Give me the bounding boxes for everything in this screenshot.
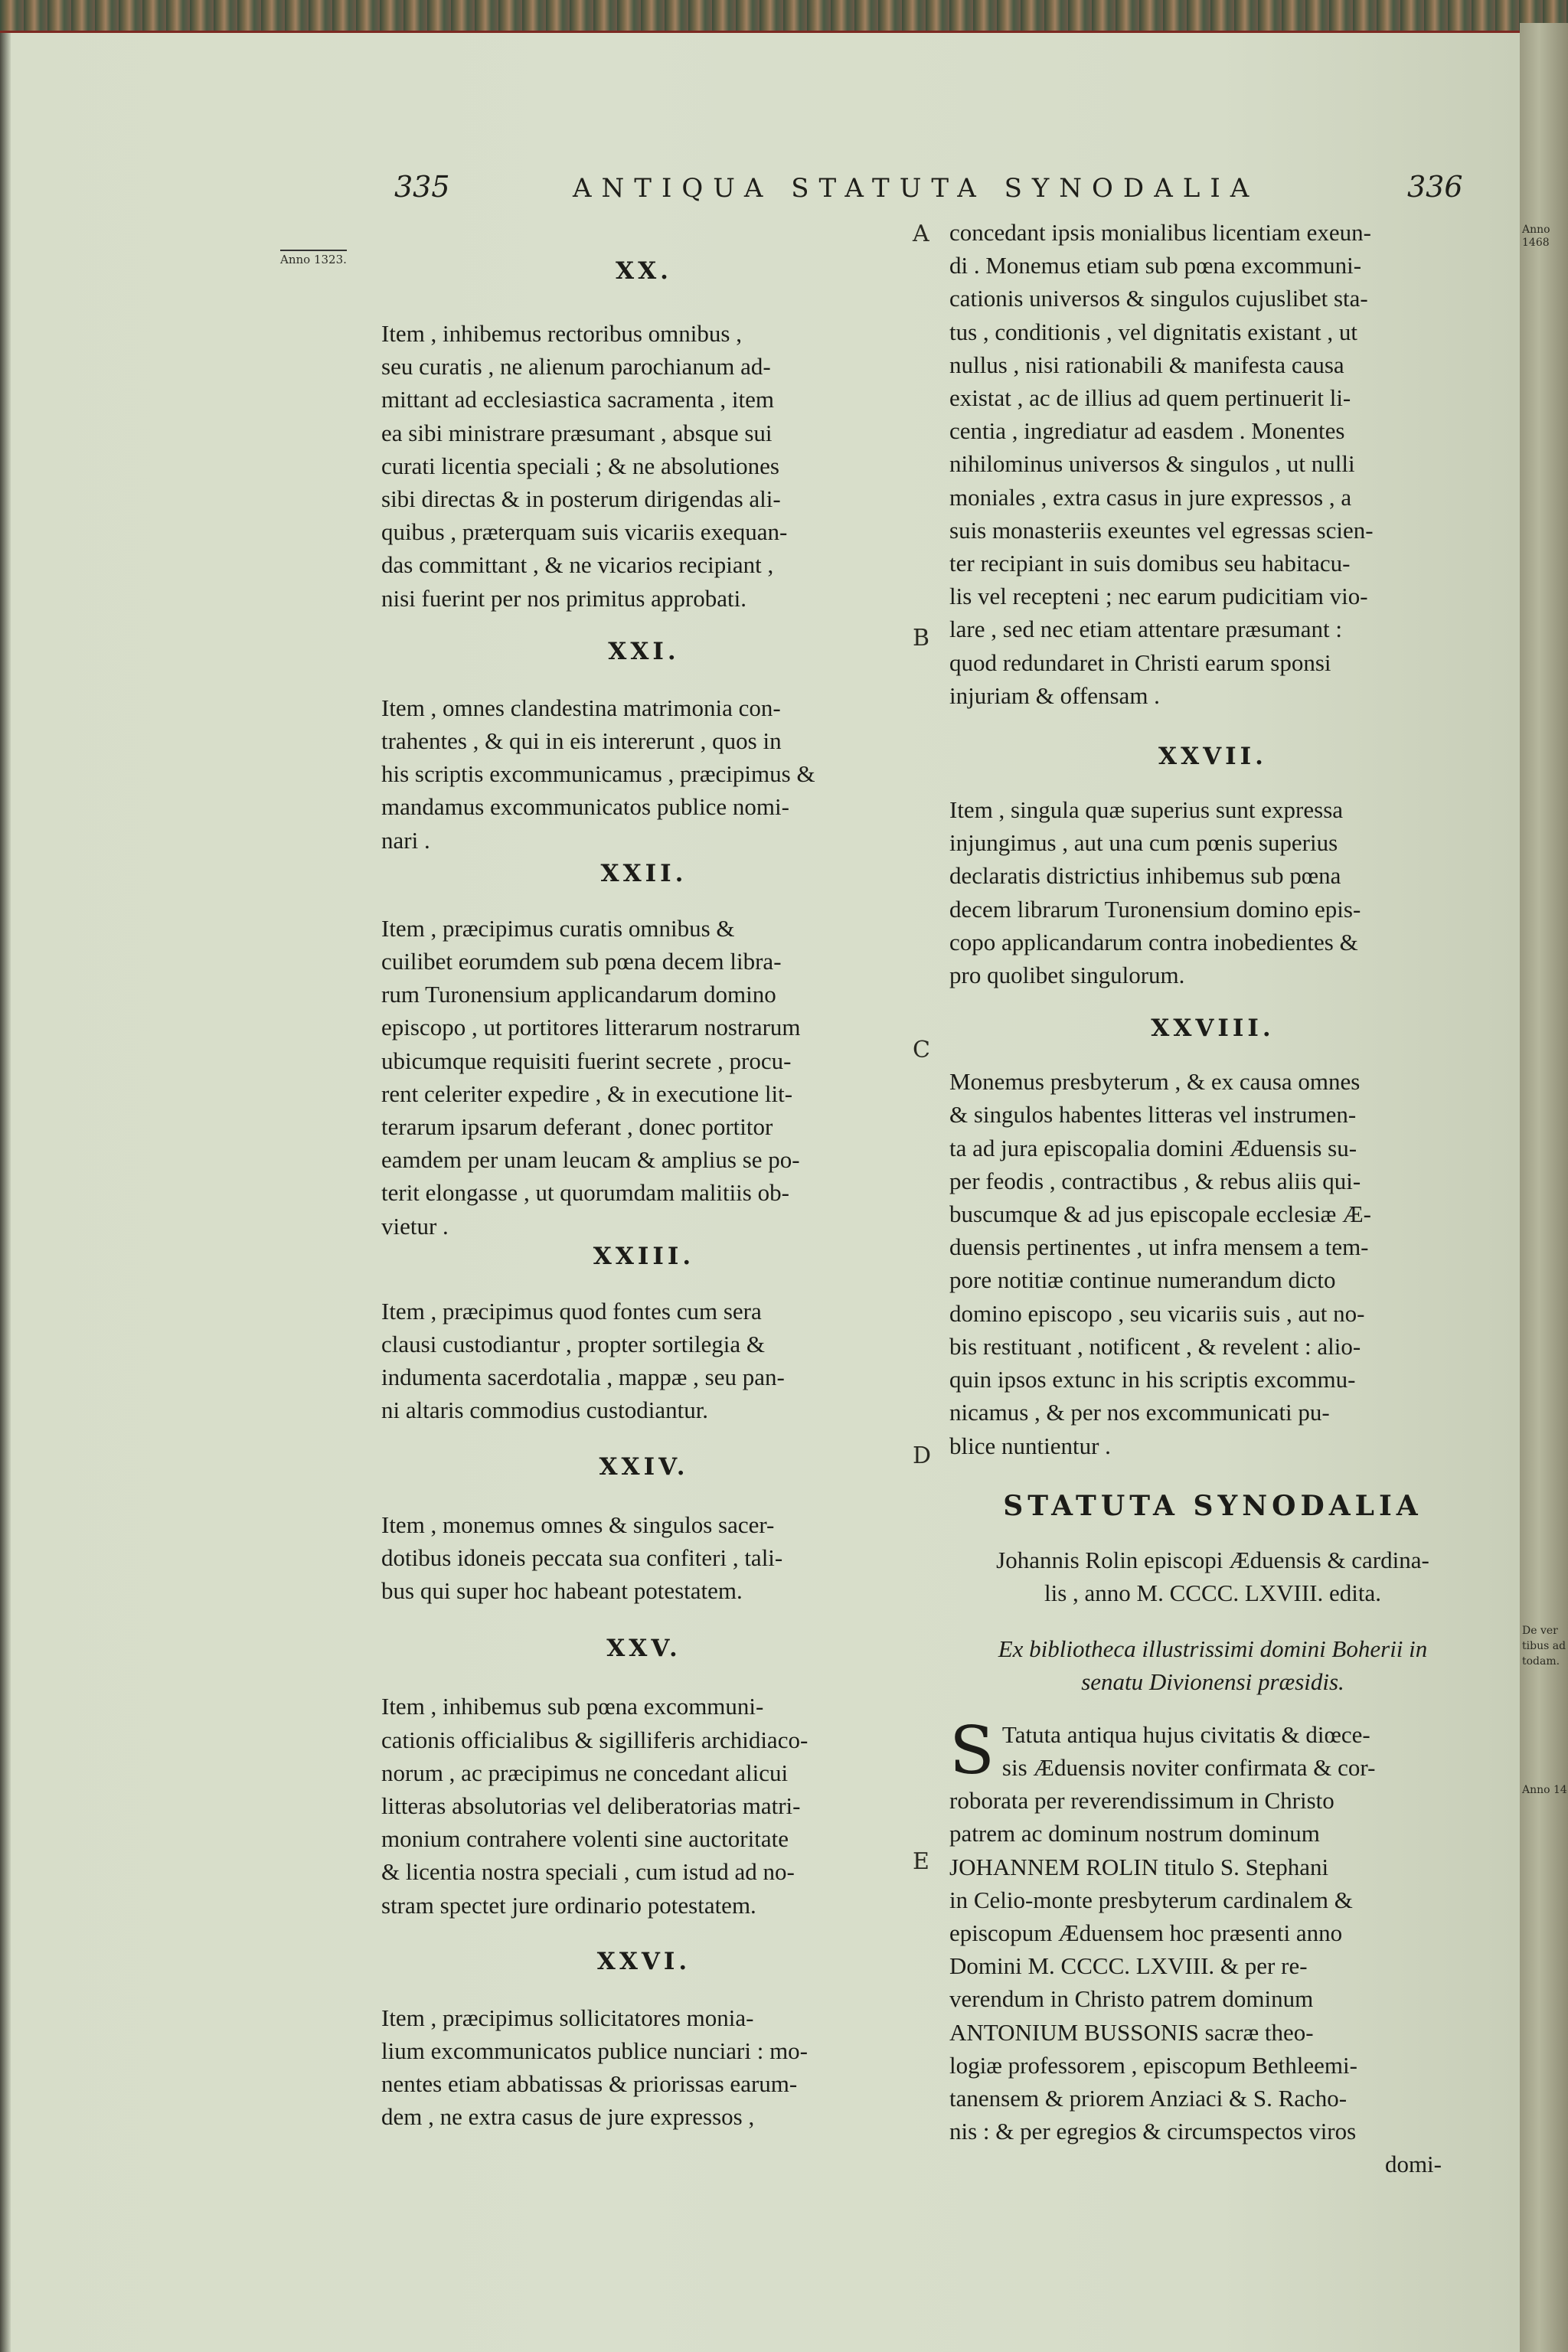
text-line: nari . <box>381 826 430 854</box>
statuta-source <box>949 1632 1476 1698</box>
text-line: ANTONIUM BUSSONIS sacræ theo- <box>949 2018 1314 2046</box>
section <box>949 743 1476 991</box>
text-line: moniales , extra casus in jure expressos , a <box>949 483 1352 511</box>
text-line: pore notitiæ continue numerandum dicto <box>949 1266 1336 1294</box>
text-line: Tatuta antiqua hujus civitatis & diœce- <box>1001 1720 1370 1748</box>
section-paragraph <box>381 691 906 857</box>
text-line: decem librarum Turonensium domino epis- <box>949 895 1361 923</box>
margin-fragment: Anno 1468 <box>1522 224 1550 249</box>
text-line: logiæ professorem , episcopum Bethleemi- <box>949 2051 1357 2079</box>
text-line: indumenta sacerdotalia , mappæ , seu pan- <box>381 1364 785 1391</box>
text-line: Item , omnes clandestina matrimonia con- <box>381 694 781 721</box>
text-line: sibi directas & in posterum dirigendas ali- <box>381 485 781 513</box>
text-line: & licentia nostra speciali , cum istud ad no- <box>381 1858 795 1886</box>
section-paragraph <box>949 793 1476 991</box>
text-line: quin ipsos extunc in his scriptis excommu- <box>949 1366 1356 1393</box>
statuta-subtitle <box>949 1544 1476 1609</box>
text-line: blice nuntientur . <box>949 1432 1111 1459</box>
margin-section-letter: C <box>913 1037 930 1063</box>
margin-fragment: Anno 14 <box>1522 1784 1567 1796</box>
text-line: injuriam & offensam . <box>949 681 1160 709</box>
section-paragraph <box>949 1065 1476 1462</box>
section-heading: XXVI. <box>596 1947 691 1975</box>
section-heading: XX. <box>616 257 672 285</box>
text-line: terarum ipsarum deferant , donec portitor <box>381 1113 773 1141</box>
text-line: per feodis , contractibus , & rebus aliis qui- <box>949 1167 1361 1194</box>
text-line: nisi fuerint per nos primitus approbati. <box>381 584 746 612</box>
right-text-column <box>949 216 1476 2180</box>
text-line: vietur . <box>381 1212 449 1240</box>
text-line: stram spectet jure ordinario potestatem. <box>381 1891 756 1919</box>
text-line: Item , præcipimus quod fontes cum sera <box>381 1297 762 1325</box>
text-line: concedant ipsis monialibus licentiam exeun- <box>949 219 1371 246</box>
section-heading: XXI. <box>608 637 680 665</box>
adjacent-page-edge <box>1520 23 1568 2352</box>
continued-paragraph <box>949 216 1476 712</box>
text-line: ea sibi ministrare præsumant , absque sui <box>381 419 773 446</box>
text-line: episcopo , ut portitores litterarum nostrarum <box>381 1014 801 1041</box>
text-line: lis vel recepteni ; nec earum pudicitiam vio- <box>949 583 1368 610</box>
text-line: quibus , præterquam suis vicariis exequan- <box>381 518 788 546</box>
section <box>381 1635 906 1921</box>
text-line: Ex bibliotheca illustrissimi domini Boherii in <box>998 1635 1428 1662</box>
section-heading: XXVIII. <box>1151 1014 1275 1043</box>
text-line: duensis pertinentes , ut infra mensem a tem- <box>949 1233 1369 1261</box>
text-line: in Celio-monte presbyterum cardinalem & <box>949 1886 1353 1913</box>
text-line: & singulos habentes litteras vel instrumen- <box>949 1101 1357 1129</box>
text-line: ni altaris commodius custodiantur. <box>381 1396 709 1424</box>
text-line: pro quolibet singulorum. <box>949 962 1185 989</box>
section-heading: XXIII. <box>593 1242 695 1270</box>
section <box>381 1243 906 1427</box>
margin-section-letter: E <box>913 1848 929 1875</box>
text-line: litteras absolutorias vel deliberatorias matri- <box>381 1792 801 1819</box>
drop-cap: S <box>949 1712 995 1789</box>
section-heading: XXV. <box>606 1635 681 1663</box>
text-line: mittant ad ecclesiastica sacramenta , item <box>381 386 774 413</box>
text-line: verendum in Christo patrem dominum <box>949 1985 1314 2013</box>
text-line: clausi custodiantur , propter sortilegia & <box>381 1331 766 1358</box>
text-line: episcopum Æduensem hoc præsenti anno <box>949 1919 1343 1946</box>
text-line: terit elongasse , ut quorumdam malitiis ob- <box>381 1179 789 1207</box>
page-number-left: 335 <box>394 170 450 204</box>
margin-fragment: todam. <box>1522 1655 1560 1668</box>
text-line: injungimus , aut una cum pœnis superius <box>949 829 1338 857</box>
margin-fragment: De ver <box>1522 1625 1558 1637</box>
section-paragraph <box>381 1690 906 1921</box>
text-line: ubicumque requisiti fuerint secrete , procu- <box>381 1047 792 1074</box>
text-line: Item , præcipimus curatis omnibus & <box>381 914 735 942</box>
text-line: patrem ac dominum nostrum dominum <box>949 1820 1320 1847</box>
text-line: Item , monemus omnes & singulos sacer- <box>381 1511 775 1538</box>
text-line: Item , inhibemus rectoribus omnibus , <box>381 320 742 347</box>
text-line: his scriptis excommunicamus , præcipimus & <box>381 760 815 788</box>
text-line: nis : & per egregios & circumspectos viros <box>949 2118 1357 2145</box>
section <box>381 1948 906 2134</box>
text-line: sis Æduensis noviter confirmata & cor- <box>1001 1753 1376 1781</box>
text-line: lare , sed nec etiam attentare præsumant : <box>949 616 1343 643</box>
text-line: norum , ac præcipimus ne concedant alicui <box>381 1759 789 1786</box>
text-line: Monemus presbyterum , & ex causa omnes <box>949 1068 1361 1096</box>
text-line: rent celeriter expedire , & in executione lit- <box>381 1080 793 1107</box>
margin-section-letter: A <box>913 220 929 247</box>
statuta-title: STATUTA SYNODALIA <box>1003 1489 1423 1522</box>
text-line: trahentes , & qui in eis intererunt , quos in <box>381 727 782 755</box>
section-heading: XXVII. <box>1158 743 1267 771</box>
text-line: tanensem & priorem Anziaci & S. Racho- <box>949 2084 1348 2112</box>
text-line: lium excommunicatos publice nunciari : mo- <box>381 2037 808 2064</box>
running-title: ANTIQUA STATUTA SYNODALIA <box>573 173 1259 204</box>
text-line: buscumque & ad jus episcopale ecclesiæ Æ- <box>949 1200 1371 1228</box>
section <box>381 257 906 615</box>
text-line: das committant , & ne vicarios recipiant , <box>381 551 774 579</box>
text-line: ta ad jura episcopalia domini Æduensis su- <box>949 1134 1357 1161</box>
section <box>381 1453 906 1608</box>
section <box>381 860 906 1243</box>
text-line: rum Turonensium applicandarum domino <box>381 981 776 1008</box>
text-line: domino episcopo , seu vicariis suis , aut no- <box>949 1299 1365 1327</box>
text-line: dem , ne extra casus de jure expressos , <box>381 2103 755 2131</box>
text-line: di . Monemus etiam sub pœna excommuni- <box>949 252 1362 279</box>
text-line: quod redundaret in Christi earum sponsi <box>949 648 1331 676</box>
left-text-column <box>381 253 906 2134</box>
text-line: seu curatis , ne alienum parochianum ad- <box>381 353 771 381</box>
background-fabric <box>0 0 1568 31</box>
text-line: JOHANNEM ROLIN titulo S. Stephani <box>949 1853 1329 1880</box>
margin-fragment: tibus ad <box>1522 1640 1566 1652</box>
text-line: Item , singula quæ superius sunt expressa <box>949 796 1344 824</box>
text-line: nullus , nisi rationabili & manifesta causa <box>949 351 1344 378</box>
catchword: domi- <box>1384 2151 1442 2178</box>
text-line: senatu Divionensi præsidis. <box>1081 1668 1344 1695</box>
section-paragraph <box>381 1295 906 1427</box>
text-line: dotibus idoneis peccata sua confiteri , tali- <box>381 1544 783 1571</box>
section-paragraph <box>381 912 906 1243</box>
text-line: centia , ingrediatur ad easdem . Monentes <box>949 417 1345 445</box>
text-line: nentes etiam abbatissas & priorissas earum- <box>381 2070 798 2098</box>
text-line: Item , præcipimus sollicitatores monia- <box>381 2004 754 2031</box>
text-line: cuilibet eorumdem sub pœna decem libra- <box>381 948 782 975</box>
text-line: roborata per reverendissimum in Christo <box>949 1787 1334 1815</box>
text-line: curati licentia speciali ; & ne absolutiones <box>381 452 779 479</box>
text-line: nicamus , & per nos excommunicati pu- <box>949 1399 1330 1426</box>
text-line: monium contrahere volenti sine auctoritate <box>381 1825 789 1853</box>
text-line: cationis universos & singulos cujuslibet sta- <box>949 285 1368 312</box>
section-paragraph <box>381 1508 906 1608</box>
text-line: mandamus excommunicatos publice nomi- <box>381 793 789 821</box>
text-line: suis monasteriis exeuntes vel egressas scien- <box>949 516 1374 544</box>
margin-year-note: Anno 1323. <box>280 250 347 266</box>
section-heading: XXIV. <box>599 1452 689 1481</box>
text-line: ter recipiant in suis domibus seu habitacu- <box>949 550 1351 577</box>
section-paragraph <box>381 2001 906 2134</box>
text-line: Item , inhibemus sub pœna excommuni- <box>381 1693 764 1720</box>
page-number-right: 336 <box>1407 170 1463 204</box>
text-line: declaratis districtius inhibemus sub pœna <box>949 862 1341 890</box>
section <box>381 638 906 857</box>
statuta-opening-paragraph <box>949 1712 1476 2148</box>
text-line: cationis officialibus & sigilliferis archidiaco- <box>381 1726 808 1753</box>
margin-section-letter: D <box>913 1442 932 1469</box>
section-paragraph <box>381 317 906 615</box>
text-line: Johannis Rolin episcopi Æduensis & cardina- <box>996 1546 1429 1573</box>
text-line: bus qui super hoc habeant potestatem. <box>381 1577 743 1605</box>
text-line: nihilominus universos & singulos , ut nulli <box>949 450 1355 478</box>
text-line: bis restituant , notificent , & revelent : alio- <box>949 1332 1361 1360</box>
text-line: tus , conditionis , vel dignitatis existant , ut <box>949 318 1357 345</box>
text-line: existat , ac de illius ad quem pertinuerit li- <box>949 384 1351 412</box>
text-line: copo applicandarum contra inobedientes & <box>949 928 1358 956</box>
section <box>949 1014 1476 1462</box>
text-line: lis , anno M. CCCC. LXVIII. edita. <box>1044 1579 1381 1606</box>
margin-section-letter: B <box>913 625 930 652</box>
text-line: Domini M. CCCC. LXVIII. & per re- <box>949 1952 1308 1980</box>
section-heading: XXII. <box>600 859 688 887</box>
text-line: eamdem per unam leucam & amplius se po- <box>381 1146 800 1174</box>
